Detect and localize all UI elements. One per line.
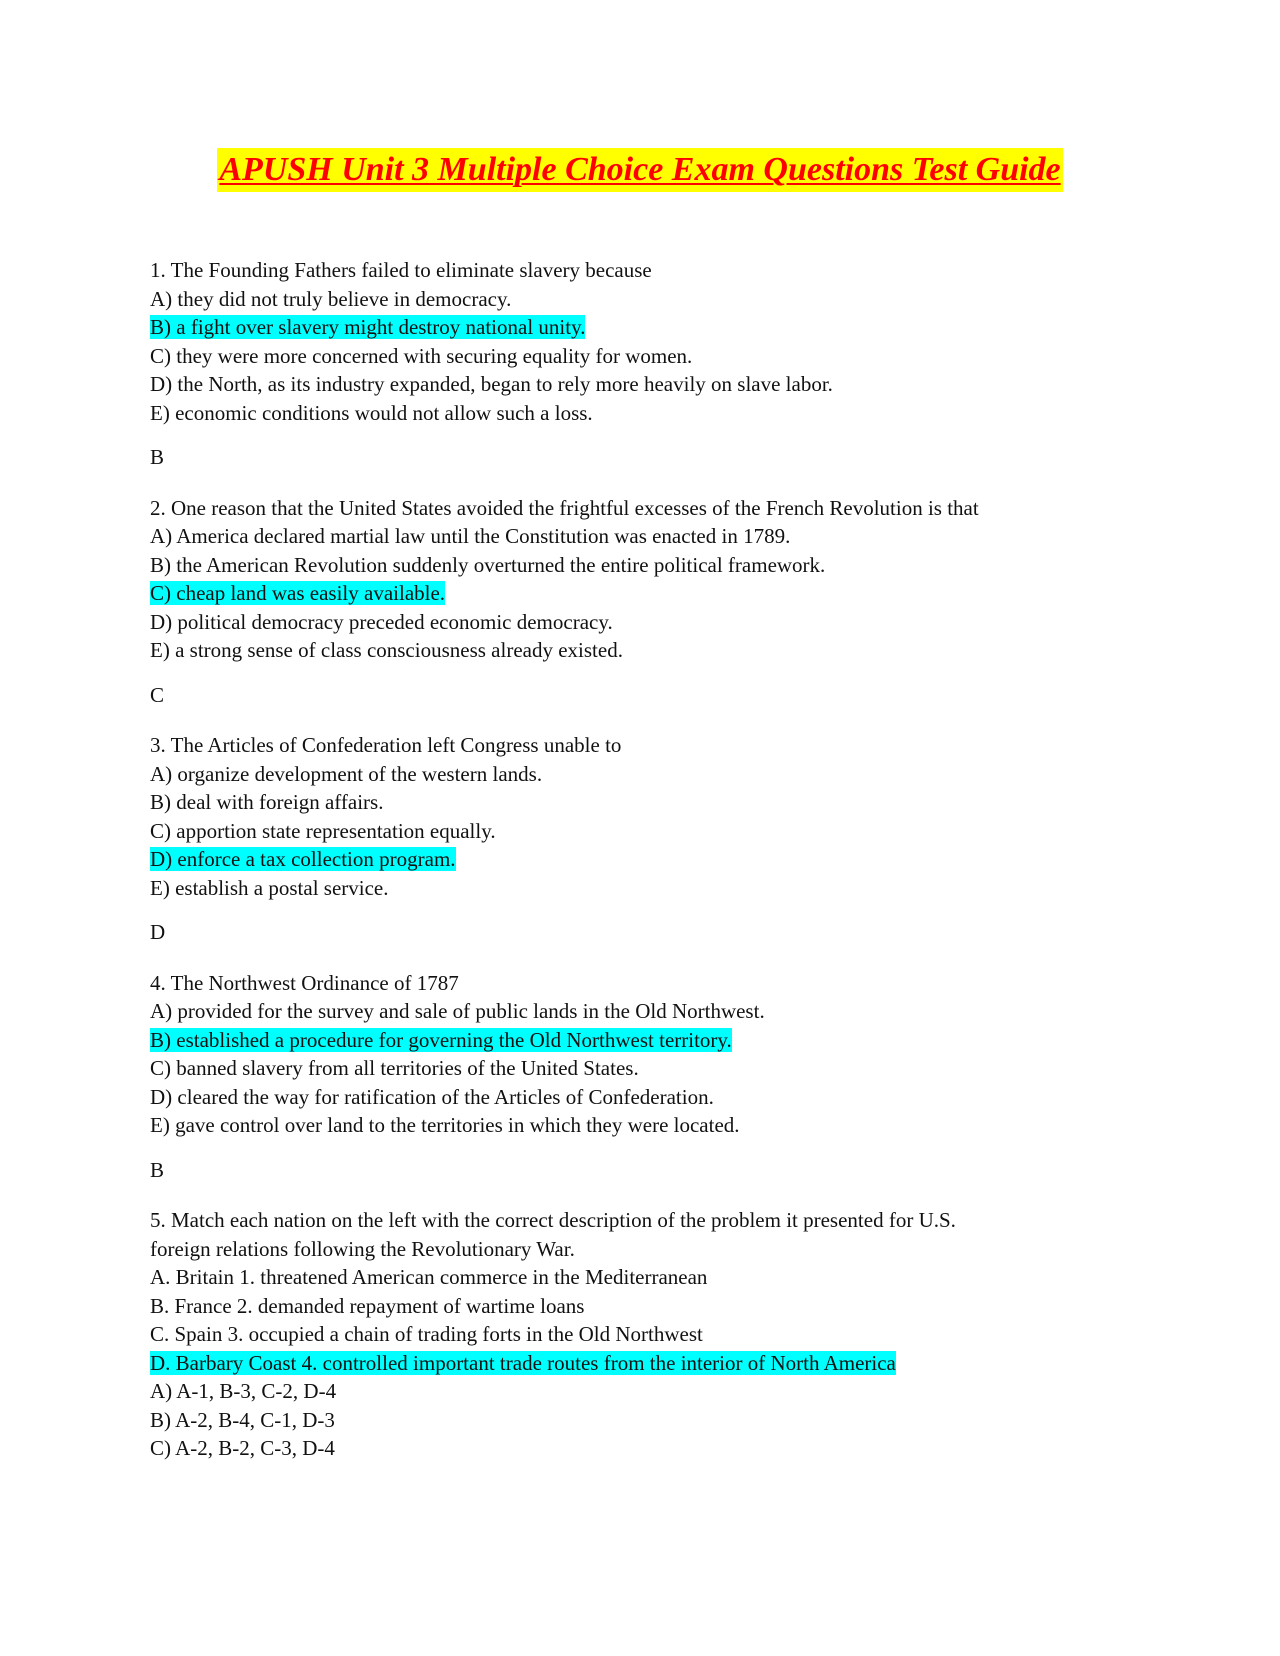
question-1 (150, 256, 1150, 472)
question-stem: 5. Match each nation on the left with the correct description of the problem it presented for U.S. foreign relations following the Revolutionary War. (150, 1208, 956, 1261)
question-5 (150, 1206, 1150, 1463)
option-text: E) a strong sense of class consciousness already existed. (150, 638, 623, 662)
question-stem: 2. One reason that the United States avoided the frightful excesses of the French Revolution is that (150, 495, 979, 520)
option-c (150, 579, 1150, 608)
question-stem: 1. The Founding Fathers failed to eliminate slavery because (150, 258, 652, 282)
option-text: B) the American Revolution suddenly overturned the entire political framework. (150, 552, 826, 577)
option-d (150, 845, 1150, 874)
option-text: C. Spain 3. occupied a chain of trading forts in the Old Northwest (150, 1322, 703, 1346)
option-c (150, 817, 1150, 846)
option-text: A. Britain 1. threatened American commerce in the Mediterranean (150, 1265, 708, 1289)
highlighted-answer: B) established a procedure for governing the Old Northwest territory. (150, 1027, 732, 1052)
option-text: C) banned slavery from all territories of the United States. (150, 1056, 639, 1080)
match-row-c (150, 1320, 1150, 1349)
option-text: C) they were more concerned with securing equality for women. (150, 343, 693, 368)
option-text: E) gave control over land to the territories in which they were located. (150, 1113, 740, 1137)
highlighted-answer: C) cheap land was easily available. (150, 581, 446, 605)
document-title: APUSH Unit 3 Multiple Choice Exam Questions Test Guide (217, 148, 1062, 192)
answer-key: C (150, 682, 165, 707)
option-text: A) provided for the survey and sale of public lands in the Old Northwest. (150, 999, 765, 1023)
question-list (150, 256, 1150, 1485)
option-text: B) deal with foreign affairs. (150, 790, 384, 814)
option-e (150, 399, 1150, 428)
option-d (150, 1083, 1150, 1112)
option-c (150, 342, 1150, 371)
question-3 (150, 731, 1150, 947)
option-text: D) the North, as its industry expanded, began to rely more heavily on slave labor. (150, 372, 833, 396)
option-e (150, 874, 1150, 903)
highlighted-answer: D. Barbary Coast 4. controlled important trade routes from the interior of North America (150, 1350, 896, 1375)
option-b (150, 788, 1150, 817)
question-stem: 4. The Northwest Ordinance of 1787 (150, 970, 459, 995)
option-text: D) cleared the way for ratification of the Articles of Confederation. (150, 1084, 714, 1109)
option-text: D) political democracy preceded economic democracy. (150, 609, 613, 634)
option-a (150, 522, 1150, 551)
answer-key: B (150, 1157, 165, 1182)
option-a (150, 1377, 1150, 1406)
highlighted-answer: B) a fight over slavery might destroy national unity. (150, 315, 586, 339)
question-4 (150, 969, 1150, 1185)
title-wrapper (0, 148, 1280, 192)
option-text: A) America declared martial law until the Constitution was enacted in 1789. (150, 524, 791, 548)
option-text: C) A-2, B-2, C-3, D-4 (150, 1436, 335, 1460)
option-a (150, 997, 1150, 1026)
option-e (150, 636, 1150, 665)
option-text: B. France 2. demanded repayment of wartime loans (150, 1293, 585, 1318)
option-d (150, 370, 1150, 399)
answer-key: B (150, 445, 165, 469)
question-stem: 3. The Articles of Confederation left Congress unable to (150, 733, 622, 757)
match-row-b (150, 1292, 1150, 1321)
option-b (150, 551, 1150, 580)
option-text: E) establish a postal service. (150, 875, 389, 900)
question-2 (150, 494, 1150, 710)
option-c (150, 1434, 1150, 1463)
option-text: A) organize development of the western lands. (150, 761, 543, 786)
option-text: A) A-1, B-3, C-2, D-4 (150, 1379, 337, 1403)
match-row-d (150, 1349, 1150, 1378)
option-text: C) apportion state representation equally. (150, 818, 496, 843)
match-row-a (150, 1263, 1150, 1292)
option-b (150, 1026, 1150, 1055)
option-a (150, 760, 1150, 789)
option-text: A) they did not truly believe in democracy. (150, 286, 512, 311)
option-text: E) economic conditions would not allow such a loss. (150, 400, 593, 425)
option-b (150, 313, 1150, 342)
highlighted-answer: D) enforce a tax collection program. (150, 847, 456, 871)
answer-key: D (150, 920, 166, 944)
option-text: B) A-2, B-4, C-1, D-3 (150, 1407, 335, 1432)
option-c (150, 1054, 1150, 1083)
option-d (150, 608, 1150, 637)
option-b (150, 1406, 1150, 1435)
option-a (150, 285, 1150, 314)
option-e (150, 1111, 1150, 1140)
